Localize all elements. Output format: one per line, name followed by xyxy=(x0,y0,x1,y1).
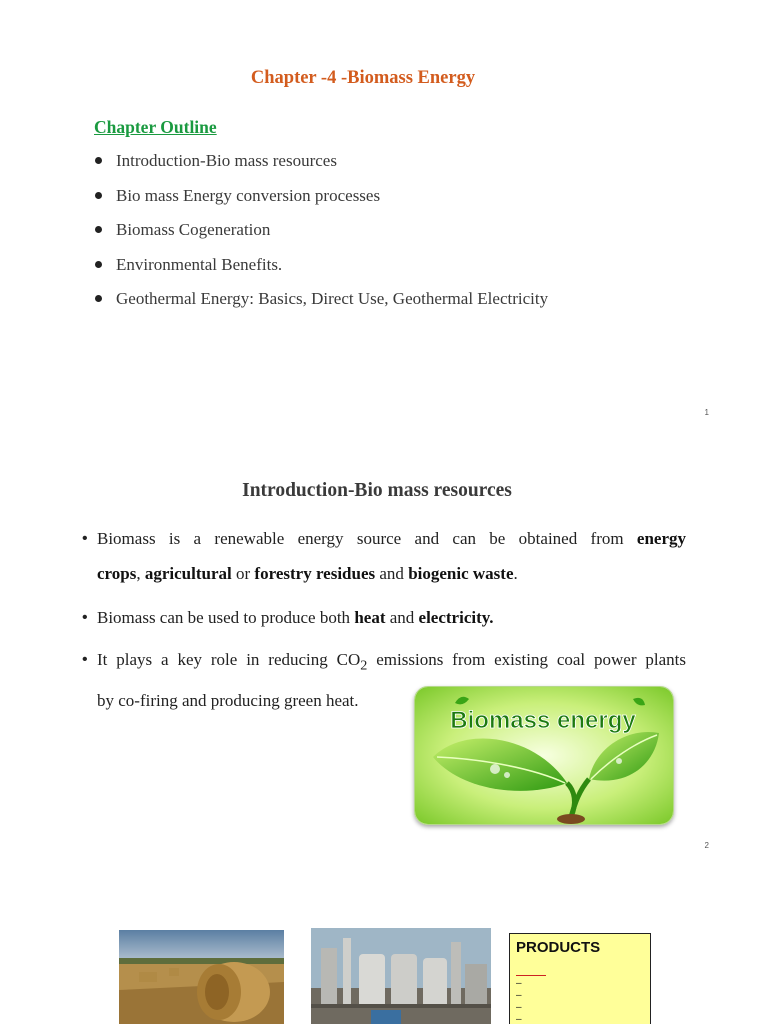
bullet-icon xyxy=(95,192,102,199)
outline-item: Geothermal Energy: Basics, Direct Use, Geothermal Electricity xyxy=(94,288,548,323)
outline-item: Biomass Cogeneration xyxy=(94,219,548,254)
paragraph-co2-reduction: • It plays a key role in reducing $CO_2$ emissions from existing coal power plants by co-firing and producing green heat. xyxy=(82,642,686,718)
outline-item: Introduction-Bio mass resources xyxy=(94,150,548,185)
slide-2 xyxy=(0,432,768,864)
paragraph-heat-electricity: • Biomass can be used to produce both heat and electricity. xyxy=(82,600,686,635)
bullet-icon xyxy=(95,261,102,268)
products-box xyxy=(509,933,651,1024)
bullet-icon xyxy=(95,157,102,164)
page-number: 1 xyxy=(704,408,709,417)
chapter-outline-list xyxy=(94,150,548,323)
products-title: PRODUCTS xyxy=(516,939,601,956)
image-caption: Biomass energy xyxy=(450,707,636,734)
outline-item: Environmental Benefits. xyxy=(94,254,548,289)
slide-3 xyxy=(0,864,768,1024)
bullet-icon: • xyxy=(82,651,88,668)
bullet-icon: • xyxy=(82,609,88,626)
slide-1 xyxy=(0,0,768,432)
biomass-energy-image xyxy=(414,686,674,825)
products-underline xyxy=(516,975,546,976)
outline-item: Bio mass Energy conversion processes xyxy=(94,185,548,220)
chapter-title: Chapter -4 -Biomass Energy xyxy=(250,68,476,88)
section-title: Introduction-Bio mass resources xyxy=(242,480,512,501)
biomass-plant-image xyxy=(311,928,491,1024)
bullet-icon xyxy=(95,295,102,302)
hay-bale-field-image xyxy=(119,930,284,1024)
chapter-outline-heading: Chapter Outline xyxy=(94,117,217,137)
page-number: 2 xyxy=(704,841,709,850)
bullet-icon: • xyxy=(82,530,88,547)
bullet-icon xyxy=(95,226,102,233)
paragraph-biomass-source: • Biomass is a renewable energy source and can be obtained from energy crops, agricultural or forestry residues and biogenic waste. xyxy=(82,521,686,591)
products-list: – – – – xyxy=(516,978,522,1024)
